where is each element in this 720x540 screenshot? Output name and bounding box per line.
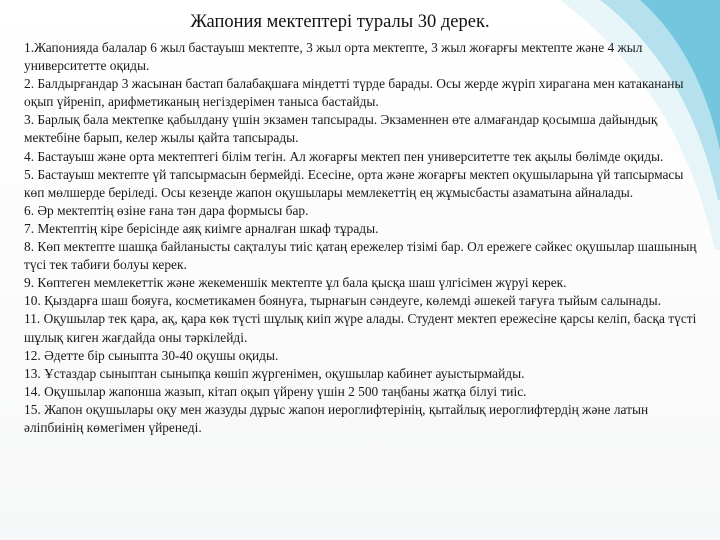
- fact-item: 13. Ұстаздар сыныптан сыныпқа көшіп жүргенімен, оқушылар кабинет ауыстырмайды.: [24, 365, 525, 381]
- fact-item: 15. Жапон оқушылары оқу мен жазуды дұрыс жапон иероглифтерінің, қытайлық иероглифтердің және латын әліпбиінің көмегімен үйренеді.: [24, 401, 649, 435]
- fact-item: 10. Қыздарға шаш бояуға, косметикамен боянуға, тырнағын сәндеуге, көлемді әшекей тағуға тыйым салынады.: [24, 293, 661, 309]
- fact-item: 7. Мектептің кіре берісінде аяқ киімге арналған шкаф тұрады.: [24, 220, 379, 236]
- page-title: Жапония мектептері туралы 30 дерек.: [190, 12, 490, 32]
- fact-item: 6. Әр мектептің өзіне ғана тән дара формысы бар.: [24, 202, 309, 218]
- fact-item: 9. Көптеген мемлекеттік және жекеменшік мектепте ұл бала қысқа шаш үлгісімен жүруі керек.: [24, 275, 567, 291]
- fact-item: 3. Барлық бала мектепке қабылдану үшін экзамен тапсырады. Экзаменнен өте алмағандар қосымша дайындық мектебіне барып, келер жылы қайта тапсырады.: [24, 112, 658, 146]
- fact-item: 11. Оқушылар тек қара, ақ, қара көк түсті шұлық киіп жүре алады. Студент мектеп ережесіне қарсы келіп, басқа түсті шұлық киген жағдайда оны тәркілейді.: [24, 311, 697, 345]
- fact-item: 8. Көп мектепте шашқа байланысты сақталуы тиіс қатаң ережелер тізімі бар. Ол ережеге сәйкес оқушылар шашының түсі тек табиғи болуы керек.: [24, 239, 697, 273]
- fact-item: 5. Бастауыш мектепте үй тапсырмасын бермейді. Есесіне, орта және жоғарғы мектеп оқушыларына үй тапсырмасы көп мөлшерде беріледі. Осы кезеңде жапон оқушылары мемлекеттің ең жұмысбасты азаматына айналады.: [24, 166, 684, 200]
- fact-item: 12. Әдетте бір сыныпта 30-40 оқушы оқиды.: [24, 347, 279, 363]
- fact-list: [24, 39, 700, 437]
- fact-item: 14. Оқушылар жапонша жазып, кітап оқып үйрену үшін 2 500 таңбаны жатқа білуі тиіс.: [24, 383, 527, 399]
- fact-item: 2. Балдырғандар 3 жасынан бастап балабақшаға міндетті түрде барады. Осы жерде жүріп хирагана мен катакананы оқып үйреніп, арифметиканың негіздерімен таныса бастайды.: [24, 76, 684, 110]
- fact-item: 4. Бастауыш және орта мектептегі білім тегін. Ал жоғарғы мектеп пен университетте тек ақылы бөлімде оқиды.: [24, 148, 664, 164]
- fact-item: 1.Жапонияда балалар 6 жыл бастауыш мектепте, 3 жыл орта мектепте, 3 жыл жоғарғы мектепте және 4 жыл университетте оқиды.: [24, 40, 643, 74]
